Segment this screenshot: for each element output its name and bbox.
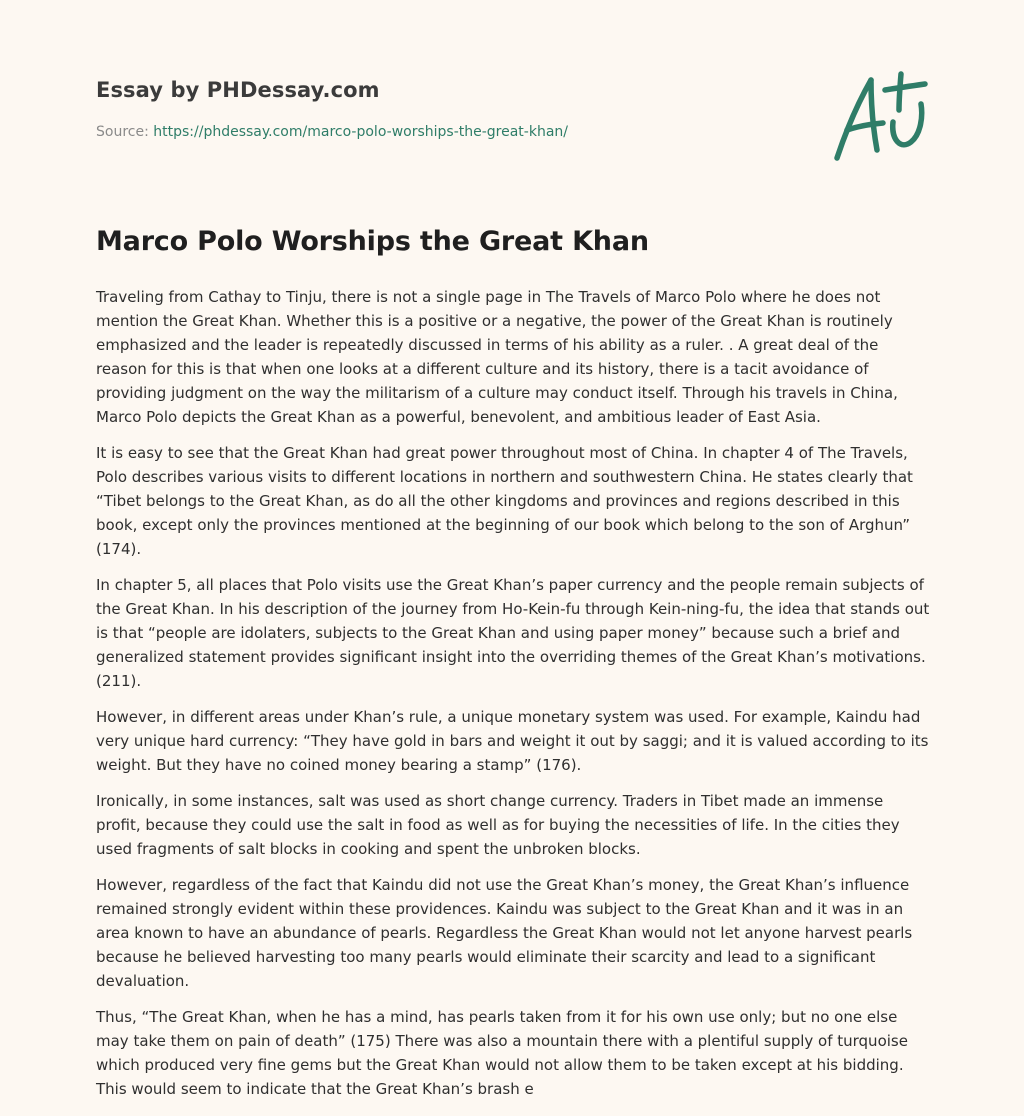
paragraph: However, regardless of the fact that Kaindu did not use the Great Khan’s money, the Great Khan’s influence remained strongly evident within these providences. Kaindu was subject to the Great Khan and it was in an area known to have an abundance of pearls. Regardless the Great Khan would not let anyone harvest pearls because he believed harvesting too many pearls would eliminate their scarcity and lead to a significant devaluation. [96, 876, 913, 990]
a-plus-logo-icon [827, 68, 931, 164]
essay-title: Marco Polo Worships the Great Khan [96, 226, 649, 257]
brand-title: Essay by PHDessay.com [96, 78, 380, 102]
page-header [96, 0, 928, 200]
paragraph: Thus, “The Great Khan, when he has a mind, has pearls taken from it for his own use only; but no one else may take them on pain of death” (175) There was also a mountain there with a plentiful supply of turquoise which produced very fine gems but the Great Khan would not allow them to be taken except at his bidding. This would seem to indicate that the Great Khan’s brash e [96, 1008, 908, 1098]
paragraph: It is easy to see that the Great Khan had great power throughout most of China. In chapter 4 of The Travels, Polo describes various visits to different locations in northern and southwestern China. He states clearly that “Tibet belongs to the Great Khan, as do all the other kingdoms and provinces and regions described in this book, except only the provinces mentioned at the beginning of our book which belong to the son of Arghun” (174). [96, 444, 913, 558]
source-line [96, 124, 568, 140]
source-link[interactable]: https://phdessay.com/marco-polo-worships-the-great-khan/ [153, 124, 568, 140]
essay-body [96, 285, 932, 1113]
paragraph: In chapter 5, all places that Polo visits use the Great Khan’s paper currency and the people remain subjects of the Great Khan. In his description of the journey from Ho-Kein-fu through Kein-ning-fu, the idea that stands out is that “people are idolaters, subjects to the Great Khan and using paper money” because such a brief and generalized statement provides significant insight into the overriding themes of the Great Khan’s motivations. (211). [96, 576, 930, 690]
paragraph: However, in different areas under Khan’s rule, a unique monetary system was used. For example, Kaindu had very unique hard currency: “They have gold in bars and weight it out by saggi; and it is valued according to its weight. But they have no coined money bearing a stamp” (176). [96, 708, 929, 774]
source-label: Source: [96, 124, 154, 140]
paragraph: Traveling from Cathay to Tinju, there is not a single page in The Travels of Marco Polo where he does not mention the Great Khan. Whether this is a positive or a negative, the power of the Great Khan is routinely emphasized and the leader is repeatedly discussed in terms of his ability as a ruler. . A great deal of the reason for this is that when one looks at a different culture and its history, there is a tacit avoidance of providing judgment on the way the militarism of a culture may conduct itself. Through his travels in China, Marco Polo depicts the Great Khan as a powerful, benevolent, and ambitious leader of East Asia. [96, 288, 898, 426]
paragraph: Ironically, in some instances, salt was used as short change currency. Traders in Tibet made an immense profit, because they could use the salt in food as well as for buying the necessities of life. In the cities they used fragments of salt blocks in cooking and spent the unbroken blocks. [96, 792, 900, 858]
